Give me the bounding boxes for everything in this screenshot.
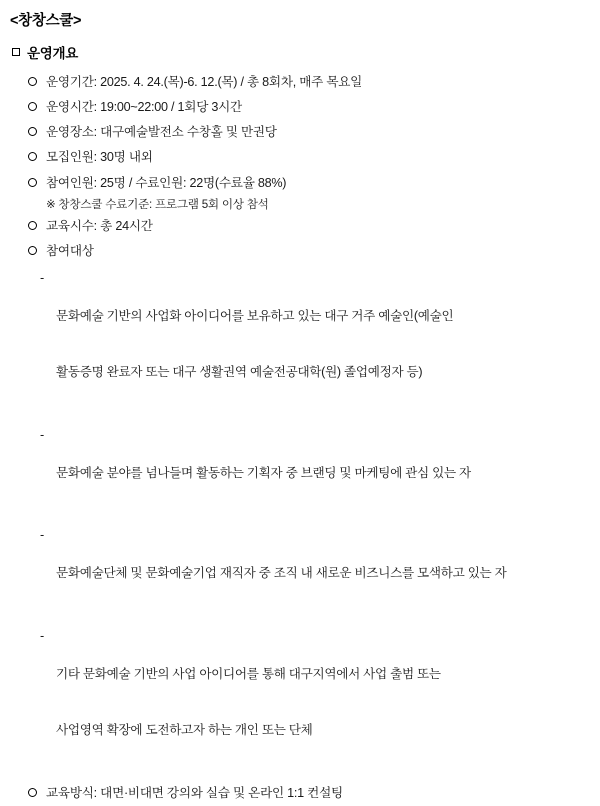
circle-bullet-icon bbox=[28, 221, 37, 230]
list-item bbox=[28, 145, 600, 170]
circle-bullet-icon bbox=[28, 77, 37, 86]
section-heading-label: 운영개요 bbox=[27, 46, 78, 61]
list-item-text bbox=[56, 526, 506, 620]
list-item bbox=[40, 624, 600, 781]
page-title: <창창스쿨> bbox=[10, 13, 82, 29]
list-item-line-1: 문화예술단체 및 문화예술기업 재직자 중 조직 내 새로운 비즈니스를 모색하고 있는 자 bbox=[56, 566, 507, 581]
list-item-text: 운영기간: 2025. 4. 24.(목)-6. 12.(목) / 총 8회차, 매주 목요일 bbox=[46, 74, 363, 89]
square-bullet-icon bbox=[12, 48, 20, 56]
list-item bbox=[28, 120, 600, 145]
list-item bbox=[28, 781, 600, 806]
list-item-line-1: 문화예술 분야를 넘나들며 활동하는 기획자 중 브랜딩 및 마케팅에 관심 있는 자 bbox=[56, 465, 471, 480]
list-item-text: 교육방식: 대면·비대면 강의와 실습 및 온라인 1:1 컨설팅 bbox=[46, 786, 343, 801]
list-item bbox=[40, 423, 600, 523]
circle-bullet-icon bbox=[28, 178, 37, 187]
circle-bullet-icon bbox=[28, 102, 37, 111]
list-item bbox=[40, 266, 600, 423]
list-item-text bbox=[56, 269, 453, 420]
list-item-text: 모집인원: 30명 내외 bbox=[46, 150, 153, 165]
circle-bullet-icon bbox=[28, 246, 37, 255]
list-item bbox=[28, 94, 600, 119]
document-page bbox=[0, 9, 600, 801]
circle-bullet-icon bbox=[28, 788, 37, 797]
section-heading-operation-overview bbox=[12, 42, 600, 62]
target-sub-list bbox=[0, 266, 600, 781]
list-item bbox=[28, 239, 600, 264]
circle-bullet-icon bbox=[28, 152, 37, 161]
target-sub-list-container bbox=[0, 266, 600, 781]
list-item-text: 운영시간: 19:00~22:00 / 1회당 3시간 bbox=[46, 99, 242, 114]
circle-bullet-icon bbox=[28, 127, 37, 136]
dash-bullet-icon: - bbox=[40, 270, 44, 285]
dash-bullet-icon: - bbox=[40, 628, 44, 643]
list-item-text bbox=[56, 627, 441, 778]
list-item-text bbox=[56, 426, 471, 520]
list-item-text: 참여인원: 25명 / 수료인원: 22명(수료율 88%) bbox=[46, 175, 287, 190]
overview-item-list bbox=[0, 69, 600, 806]
list-item bbox=[28, 170, 600, 195]
completion-criteria-note: ※ 창창스쿨 수료기준: 프로그램 5회 이상 참석 bbox=[46, 198, 269, 212]
dash-bullet-icon: - bbox=[40, 528, 44, 543]
list-item-text: 교육시수: 총 24시간 bbox=[46, 218, 153, 233]
list-item-line-1: 문화예술 기반의 사업화 아이디어를 보유하고 있는 대구 거주 예술인(예술인 bbox=[56, 308, 454, 323]
dash-bullet-icon: - bbox=[40, 427, 44, 442]
list-item-line-2: 사업영역 확장에 도전하고자 하는 개인 또는 단체 bbox=[56, 723, 313, 738]
list-item-line-2: 활동증명 완료자 또는 대구 생활권역 예술전공대학(원) 졸업예정자 등) bbox=[56, 365, 423, 380]
list-item bbox=[28, 69, 600, 94]
list-item bbox=[40, 523, 600, 623]
list-item bbox=[28, 213, 600, 238]
list-item-text: 운영장소: 대구예술발전소 수창홀 및 만권당 bbox=[46, 125, 277, 139]
list-item-text: 참여대상 bbox=[46, 244, 94, 258]
list-item-line-1: 기타 문화예술 기반의 사업 아이디어를 통해 대구지역에서 사업 출범 또는 bbox=[56, 666, 441, 681]
